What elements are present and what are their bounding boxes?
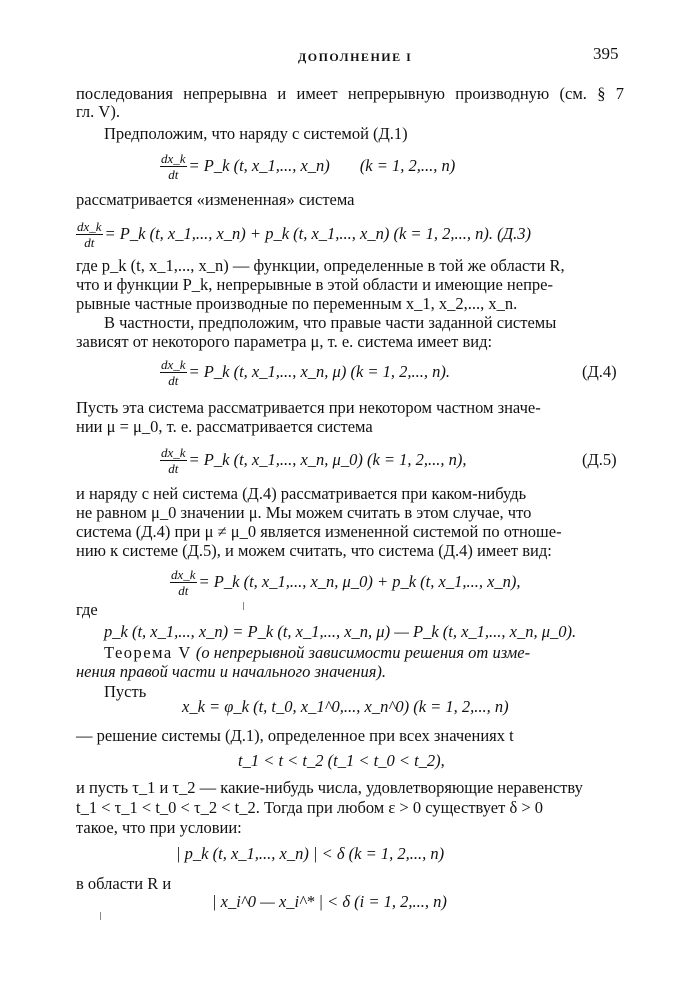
text-line-14: система (Д.4) при μ ≠ μ_0 является измененной системой по отноше-: [76, 522, 562, 541]
text-line-21: такое, что при условии:: [76, 818, 242, 837]
equation-d5-label: (Д.5): [582, 450, 617, 469]
text-line-22: в области R и: [76, 874, 172, 893]
fraction-d5-den: dt: [168, 460, 179, 476]
print-mark: [243, 602, 244, 610]
fraction-d3-den: dt: [84, 234, 95, 250]
fraction-d6: [170, 567, 197, 598]
text-line-15: нию к системе (Д.5), и можем считать, что система (Д.4) имеет вид:: [76, 541, 552, 560]
fraction-d3-num: dx_k: [77, 218, 102, 234]
text-line-7: рывные частные производные по переменным x_1, x_2,..., x_n.: [76, 294, 518, 313]
equation-d4: [160, 352, 450, 392]
text-line-17: Пусть: [104, 682, 147, 701]
text-line-2: гл. V).: [76, 102, 120, 121]
equation-d6: [170, 562, 521, 602]
equation-d11: | x_i^0 — x_i^* | < δ (i = 1, 2,..., n): [212, 892, 447, 911]
text-line-3: Предположим, что наряду с системой (Д.1): [104, 124, 408, 143]
equation-d6-rhs: = P_k (t, x_1,..., x_n, μ_0) + p_k (t, x_1,..., x_n),: [198, 572, 521, 591]
equation-d1-rhs: = P_k (t, x_1,..., x_n): [188, 156, 330, 175]
text-line-1-content: последования непрерывна и имеет непрерывную производную (см. § 7: [76, 84, 624, 103]
text-line-10: Пусть эта система рассматривается при некотором частном значе-: [76, 398, 541, 417]
text-line-11: нии μ = μ_0, т. е. рассматривается система: [76, 417, 373, 436]
equation-d1: [160, 146, 455, 186]
fraction-d1-num: dx_k: [161, 150, 186, 166]
equation-d5: [160, 440, 467, 480]
text-line-12: и наряду с ней система (Д.4) рассматривается при каком-нибудь: [76, 484, 527, 503]
fraction-d5-num: dx_k: [161, 444, 186, 460]
theorem-line-2: нения правой части и начального значения).: [76, 662, 387, 681]
text-line-19: и пусть τ_1 и τ_2 — какие-нибудь числа, удовлетворяющие неравенству: [76, 778, 583, 797]
text-line-20: t_1 < τ_1 < t_0 < τ_2 < t_2. Тогда при любом ε > 0 существует δ > 0: [76, 798, 544, 817]
text-line-8: В частности, предположим, что правые части заданной системы: [104, 313, 557, 332]
page-number: 395: [593, 44, 619, 63]
fraction-d1: [160, 151, 187, 182]
fraction-d1-den: dt: [168, 166, 179, 182]
fraction-d4-num: dx_k: [161, 356, 186, 372]
text-line-4: рассматривается «измененная» система: [76, 190, 355, 209]
fraction-d3: [76, 219, 103, 250]
text-line-18: — решение системы (Д.1), определенное при всех значениях t: [76, 726, 514, 745]
equation-d8: x_k = φ_k (t, t_0, x_1^0,..., x_n^0) (k = 1, 2,..., n): [182, 697, 509, 716]
fraction-d6-den: dt: [178, 582, 189, 598]
theorem-line-1: [104, 643, 530, 663]
equation-d3: [76, 214, 624, 254]
text-line-13: не равном μ_0 значении μ. Мы можем считать в этом случае, что: [76, 503, 532, 522]
fraction-d5: [160, 445, 187, 476]
text-line-6: что и функции P_k, непрерывные в этой области и имеющие непре-: [76, 275, 553, 294]
text-line-1: [76, 84, 624, 104]
text-line-9: зависят от некоторого параметра μ, т. е. система имеет вид:: [76, 332, 493, 351]
theorem-label: Теорема V: [104, 643, 192, 662]
equation-d10: | p_k (t, x_1,..., x_n) | < δ (k = 1, 2,..., n): [176, 844, 445, 863]
theorem-statement-1: (о непрерывной зависимости решения от изме-: [195, 643, 531, 662]
equation-d7: p_k (t, x_1,..., x_n) = P_k (t, x_1,..., x_n, μ) — P_k (t, x_1,..., x_n, μ_0).: [104, 622, 577, 641]
running-header: ДОПОЛНЕНИЕ I: [298, 50, 413, 64]
fraction-d6-num: dx_k: [171, 566, 196, 582]
text-line-5: где p_k (t, x_1,..., x_n) — функции, определенные в той же области R,: [76, 256, 565, 275]
equation-d3-rhs: = P_k (t, x_1,..., x_n) + p_k (t, x_1,..., x_n) (k = 1, 2,..., n). (Д.3): [104, 224, 532, 243]
fraction-d4: [160, 357, 187, 388]
fraction-d4-den: dt: [168, 372, 179, 388]
equation-d9: t_1 < t < t_2 (t_1 < t_0 < t_2),: [238, 751, 445, 770]
equation-d4-rhs: = P_k (t, x_1,..., x_n, μ) (k = 1, 2,..., n).: [188, 362, 451, 381]
text-line-16: где: [76, 600, 98, 619]
equation-d5-rhs: = P_k (t, x_1,..., x_n, μ_0) (k = 1, 2,..., n),: [188, 450, 467, 469]
equation-d4-label: (Д.4): [582, 362, 617, 381]
equation-d1-range: (k = 1, 2,..., n): [359, 156, 456, 175]
print-mark-2: [100, 912, 101, 920]
